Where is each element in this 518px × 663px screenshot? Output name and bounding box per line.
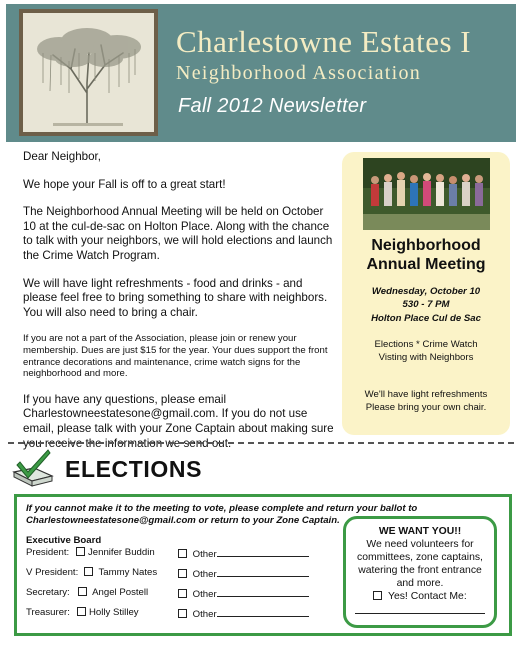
association-subtitle: Neighborhood Association bbox=[176, 62, 422, 84]
checkbox-icon[interactable] bbox=[178, 549, 187, 558]
checkbox-icon[interactable] bbox=[178, 609, 187, 618]
write-in-line[interactable] bbox=[217, 607, 309, 617]
checkbox-icon[interactable] bbox=[178, 589, 187, 598]
candidate-name: Tammy Nates bbox=[98, 567, 158, 578]
newsletter-letter bbox=[23, 150, 336, 464]
refreshments-note bbox=[342, 388, 510, 414]
write-in-option[interactable] bbox=[178, 567, 309, 580]
position-label: President: bbox=[26, 547, 70, 558]
write-in-line[interactable] bbox=[217, 587, 309, 597]
contact-write-line[interactable] bbox=[355, 609, 485, 614]
volunteer-line: committees, zone captains, bbox=[357, 552, 483, 563]
contact-me-label: Yes! Contact Me: bbox=[387, 591, 467, 602]
candidate-option[interactable] bbox=[78, 587, 148, 598]
meeting-events bbox=[342, 338, 510, 364]
write-in-option[interactable] bbox=[178, 607, 309, 620]
refreshments-line: Please bring your own chair. bbox=[365, 402, 487, 414]
other-label: Other bbox=[192, 589, 217, 600]
checkbox-icon[interactable] bbox=[84, 567, 93, 576]
write-in-line[interactable] bbox=[217, 547, 309, 557]
election-ballot bbox=[14, 494, 512, 636]
meeting-title bbox=[342, 236, 510, 274]
write-in-option[interactable] bbox=[178, 547, 309, 560]
other-label: Other bbox=[192, 569, 217, 580]
neighbors-group-photo bbox=[363, 158, 490, 230]
letter-paragraph: We hope your Fall is off to a great start! bbox=[23, 177, 226, 191]
volunteer-line: and more. bbox=[396, 578, 444, 589]
write-in-option[interactable] bbox=[178, 587, 309, 600]
volunteer-heading: WE WANT YOU!! bbox=[378, 526, 462, 537]
tree-icon bbox=[23, 13, 154, 132]
refreshments-line: We'll have light refreshments bbox=[364, 389, 488, 400]
letter-paragraph: If you have any questions, please email Charlestowneestatesone@gmail.com. If you do not use email, please talk with your Zone Captain about making sure you receive the information we send out. bbox=[23, 392, 334, 450]
letter-paragraph: The Neighborhood Annual Meeting will be held on October 10 at the cul-de-sac on Holton Place. Along with the chance to talk with your neighbors, we will hold elections and launch the Crime Watch Program. bbox=[23, 205, 333, 262]
candidate-option[interactable] bbox=[77, 607, 139, 618]
position-label: V President: bbox=[26, 567, 79, 578]
meeting-event-line: Visting with Neighbors bbox=[378, 352, 474, 364]
letter-paragraph: We will have light refreshments - food and drinks - and please feel free to bring something to share with neighbors. You will also need to bring a chair. bbox=[23, 276, 328, 319]
checkbox-icon[interactable] bbox=[78, 587, 87, 596]
position-label: Secretary: bbox=[26, 587, 70, 598]
meeting-location: Holton Place Cul de Sac bbox=[371, 312, 481, 324]
volunteer-line: watering the front entrance bbox=[358, 565, 482, 576]
elections-heading: ELECTIONS bbox=[65, 456, 203, 482]
executive-board-title: Executive Board bbox=[26, 535, 102, 546]
position-label: Treasurer: bbox=[26, 607, 70, 618]
meeting-title-line: Annual Meeting bbox=[366, 256, 486, 273]
candidate-name: Holly Stilley bbox=[89, 607, 139, 618]
ballot-instructions-line: If you cannot make it to the meeting to vote, please complete and return your ballot to bbox=[26, 503, 418, 514]
volunteer-box bbox=[343, 516, 497, 628]
meeting-details bbox=[342, 285, 510, 325]
candidate-name: Jennifer Buddin bbox=[88, 547, 155, 558]
association-title: Charlestowne Estates I bbox=[176, 24, 472, 59]
meeting-title-line: Neighborhood bbox=[371, 237, 481, 254]
volunteer-line: We need volunteers for bbox=[366, 539, 474, 550]
oak-tree-illustration bbox=[19, 9, 158, 136]
write-in-line[interactable] bbox=[217, 567, 309, 577]
candidate-name: Angel Postell bbox=[92, 587, 149, 598]
ballot-instructions-line: Charlestowneestatesone@gmail.com or return to your Zone Captain. bbox=[26, 515, 340, 526]
other-label: Other bbox=[192, 549, 217, 560]
other-label: Other bbox=[192, 609, 217, 620]
newsletter-issue-title: Fall 2012 Newsletter bbox=[178, 95, 367, 117]
contact-me-option[interactable] bbox=[346, 590, 494, 603]
candidate-option[interactable] bbox=[84, 567, 157, 578]
checkbox-icon[interactable] bbox=[178, 569, 187, 578]
checkbox-icon[interactable] bbox=[76, 547, 85, 556]
meeting-event-line: Elections * Crime Watch bbox=[374, 339, 478, 350]
meeting-time: 530 - 7 PM bbox=[402, 299, 450, 311]
ballot-checkmark-icon bbox=[12, 448, 56, 488]
meeting-sidebar bbox=[342, 152, 510, 435]
newsletter-banner bbox=[6, 4, 516, 142]
checkbox-icon[interactable] bbox=[77, 607, 86, 616]
meeting-date: Wednesday, October 10 bbox=[371, 286, 481, 297]
cut-line-divider bbox=[8, 442, 514, 444]
candidate-option[interactable] bbox=[76, 547, 155, 558]
letter-greeting: Dear Neighbor, bbox=[23, 150, 101, 163]
membership-paragraph: If you are not a part of the Association, please join or renew your membership. Dues are just $15 for the year. Your dues support the front entrance decorations and maintenance, crime watch signs for the neighborhood and more. bbox=[23, 333, 328, 380]
checkbox-icon[interactable] bbox=[373, 591, 382, 600]
